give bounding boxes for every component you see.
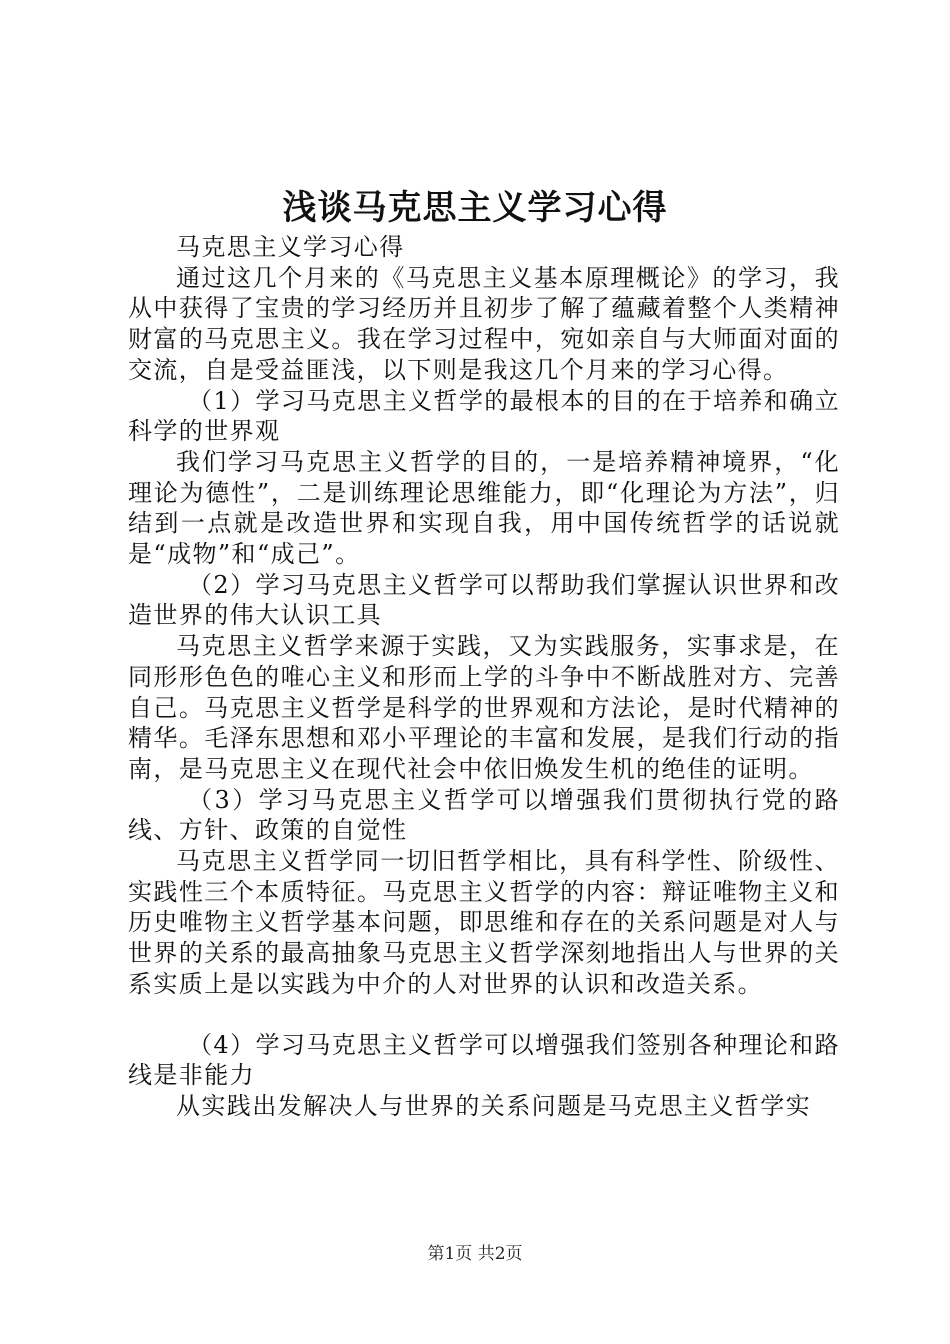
body-paragraph: 我们学习马克思主义哲学的目的，一是培养精神境界，“化理论为德性”，二是训练理论思维能力，即“化理论为方法”，归结到一点就是改造世界和实现自我，用中国传统哲学的话说就是“成物”和“成己”。 (128, 447, 840, 569)
page-number-footer: 第1页 共2页 (427, 1244, 523, 1264)
body-paragraph: 马克思主义哲学来源于实践，又为实践服务，实事求是，在同形形色色的唯心主义和形而上学的斗争中不断战胜对方、完善自己。马克思主义哲学是科学的世界观和方法论，是时代精神的精华。毛泽东思想和邓小平理论的丰富和发展，是我们行动的指南，是马克思主义在现代社会中依旧焕发生机的绝佳的证明。 (128, 632, 840, 783)
document-body (128, 232, 840, 1122)
document-title: 浅谈马克思主义学习心得 (282, 188, 668, 228)
section-heading: （1）学习马克思主义哲学的最根本的目的在于培养和确立科学的世界观 (128, 386, 840, 446)
body-paragraph: 马克思主义学习心得 (176, 233, 405, 261)
section-heading: （2）学习马克思主义哲学可以帮助我们掌握认识世界和改造世界的伟大认识工具 (128, 570, 840, 630)
section-heading: （4）学习马克思主义哲学可以增强我们签别各种理论和路线是非能力 (128, 1030, 840, 1090)
body-paragraph: 通过这几个月来的《马克思主义基本原理概论》的学习，我从中获得了宝贵的学习经历并且初步了解了蕴藏着整个人类精神财富的马克思主义。我在学习过程中，宛如亲自与大师面对面的交流，自是受益匪浅，以下则是我这几个月来的学习心得。 (128, 263, 840, 384)
body-paragraph: 从实践出发解决人与世界的关系问题是马克思主义哲学实 (176, 1091, 811, 1120)
section-heading: （3）学习马克思主义哲学可以增强我们贯彻执行党的路线、方针、政策的自觉性 (128, 785, 840, 845)
body-paragraph: 马克思主义哲学同一切旧哲学相比，具有科学性、阶级性、实践性三个本质特征。马克思主义哲学的内容：辩证唯物主义和历史唯物主义哲学基本问题，即思维和存在的关系问题是对人与世界的关系的最高抽象马克思主义哲学深刻地指出人与世界的关系实质上是以实践为中介的人对世界的认识和改造关系。 (128, 847, 840, 998)
